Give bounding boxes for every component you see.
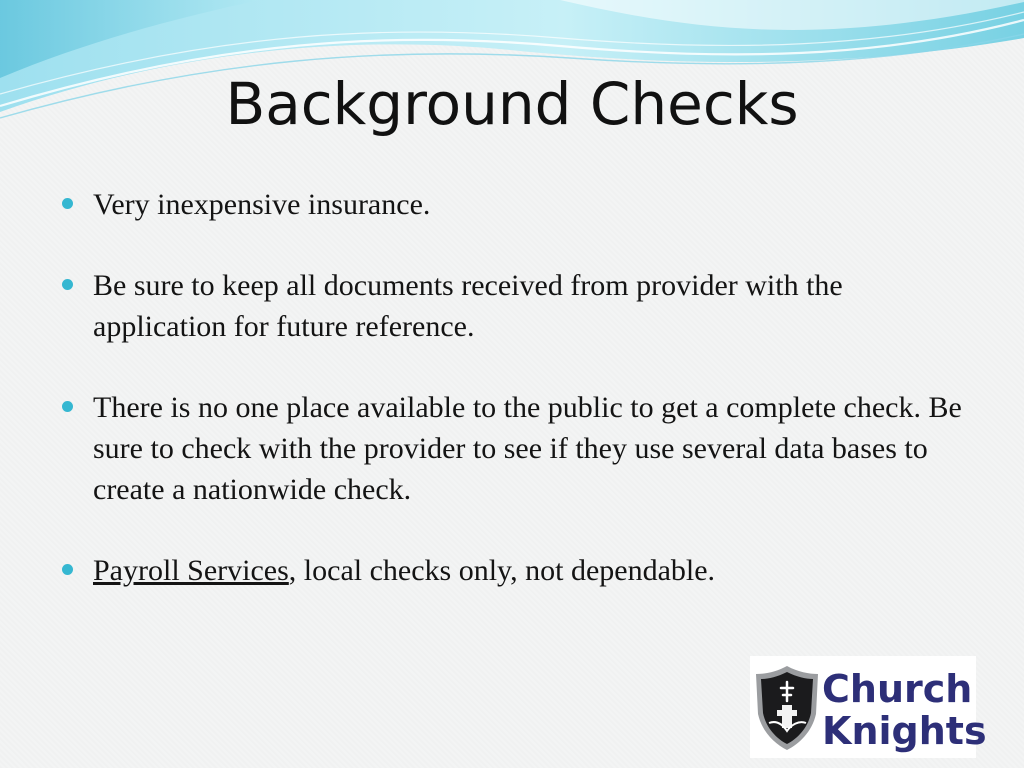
slide-title: Background Checks (225, 70, 799, 138)
payroll-services-link[interactable]: Payroll Services (93, 554, 289, 587)
shield-icon (752, 662, 822, 752)
logo-line-church: Church (822, 667, 973, 711)
bullet-dot-icon (62, 198, 73, 209)
bullet-text: Be sure to keep all documents received from provider with the application for future reference. (93, 269, 843, 343)
bullet-dot-icon (62, 564, 73, 575)
bullet-text: There is no one place available to the public to get a complete check. Be sure to check with the provider to see if they use several data bases to create a nationwide check. (93, 391, 962, 506)
church-knights-logo (750, 656, 987, 758)
logo-wordmark (822, 667, 987, 753)
bullet-text: , local checks only, not dependable. (288, 554, 716, 587)
bullet-item (60, 265, 980, 347)
bullet-dot-icon (62, 401, 73, 412)
bullet-item (60, 550, 980, 591)
logo-line-knights: Knights (822, 709, 987, 753)
bullet-list (60, 184, 980, 591)
bullet-text: Very inexpensive insurance. (93, 188, 431, 221)
bullet-item (60, 387, 980, 510)
bullet-item (60, 184, 980, 225)
bullet-dot-icon (62, 279, 73, 290)
